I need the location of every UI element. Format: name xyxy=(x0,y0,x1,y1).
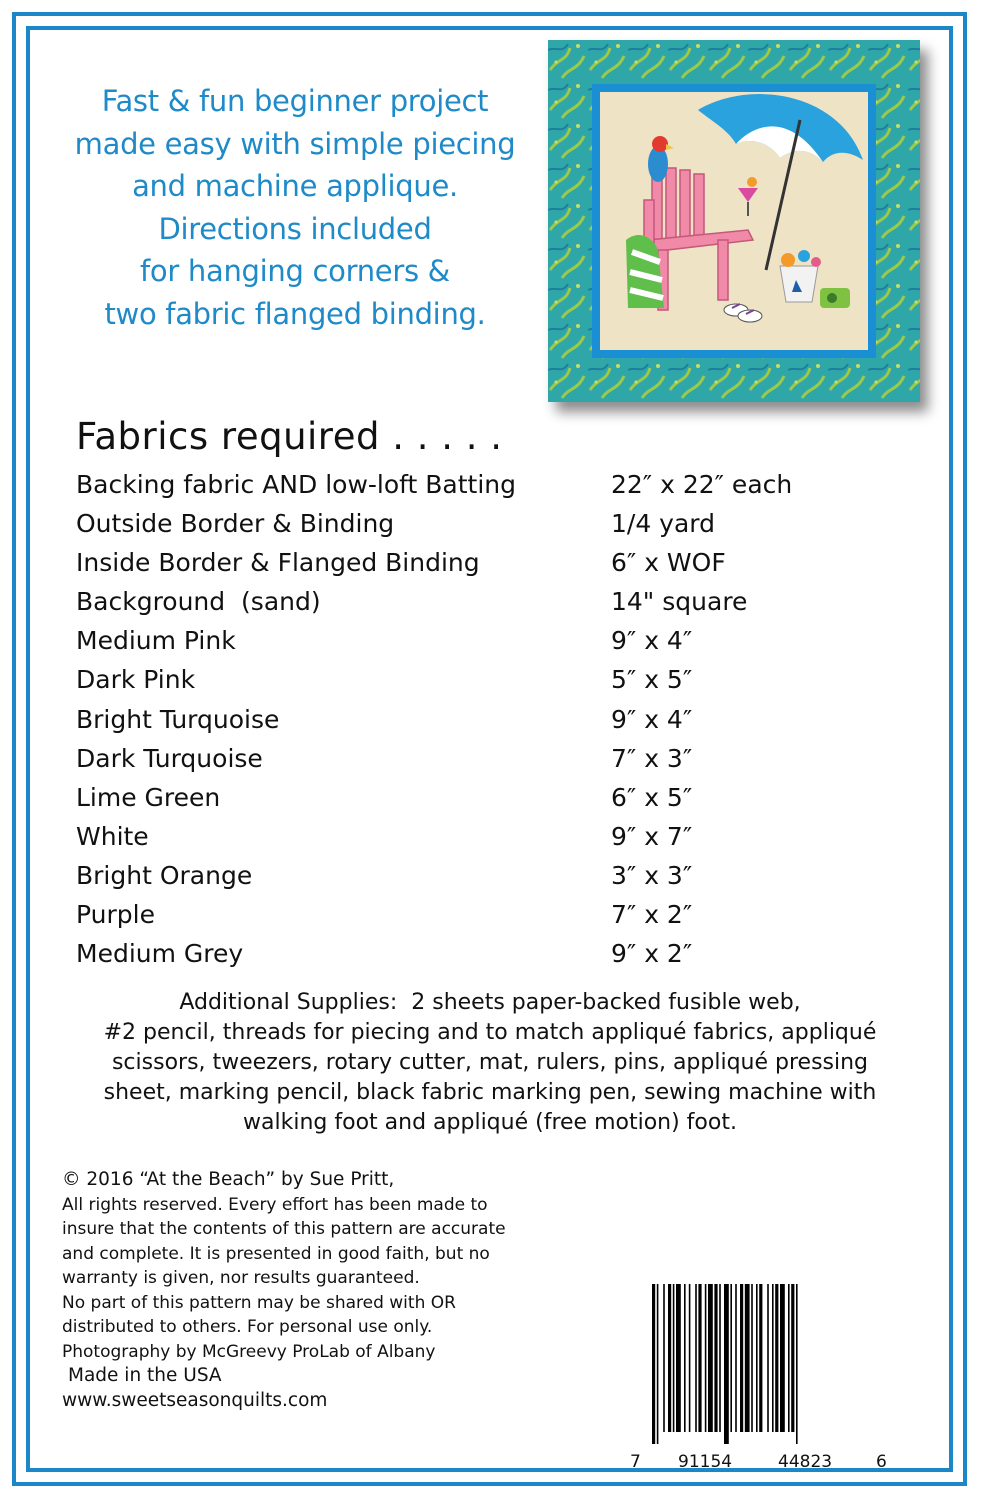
fabric-row xyxy=(76,778,876,817)
intro-line: Directions included xyxy=(158,211,432,246)
fabric-row xyxy=(76,700,876,739)
quilt-photo xyxy=(548,40,920,402)
fabric-row xyxy=(76,504,876,543)
legal-line: All rights reserved. Every effort has been made to xyxy=(62,1194,488,1215)
fabrics-heading: Fabrics required . . . . . xyxy=(76,415,503,458)
additional-supplies xyxy=(70,988,910,1138)
fabric-size: 5″ x 5″ xyxy=(611,665,693,695)
barcode-bar xyxy=(772,1284,774,1432)
fabric-row xyxy=(76,895,876,934)
fabric-name: Bright Orange xyxy=(76,860,253,890)
barcode-digit: 91154 xyxy=(678,1452,733,1472)
barcode-bar xyxy=(740,1284,743,1432)
barcode-bar xyxy=(657,1284,659,1444)
barcode-bar xyxy=(735,1284,737,1432)
barcode-bar xyxy=(684,1284,686,1432)
barcode-bar xyxy=(714,1284,717,1432)
intro-line: made easy with simple piecing xyxy=(74,126,516,161)
barcode-bar xyxy=(759,1284,762,1432)
fabric-name: Inside Border & Flanged Binding xyxy=(76,548,480,578)
barcode-bar xyxy=(663,1284,665,1432)
barcode-bar xyxy=(708,1284,713,1432)
barcode-bar xyxy=(668,1284,671,1432)
fabric-size: 22″ x 22″ each xyxy=(611,470,793,499)
barcode-bar xyxy=(652,1284,655,1444)
fabric-name: Background (sand) xyxy=(76,587,321,617)
barcode-bar xyxy=(719,1284,721,1432)
fabric-size: 6″ x WOF xyxy=(611,548,726,578)
barcode xyxy=(608,1284,908,1484)
fabric-size: 6″ x 5″ xyxy=(611,782,693,812)
fabric-size: 9″ x 2″ xyxy=(611,939,693,969)
fabric-name: Medium Pink xyxy=(76,626,236,656)
fabric-size: 3″ x 3″ xyxy=(611,860,693,890)
barcode-bar xyxy=(695,1284,697,1432)
fabric-name: Purple xyxy=(76,900,155,930)
barcode-bar xyxy=(724,1284,729,1444)
fabric-name: Backing fabric AND low-loft Batting xyxy=(76,470,517,499)
supplies-line: scissors, tweezers, rotary cutter, mat, rulers, pins, appliqué pressing xyxy=(111,1050,869,1075)
barcode-bar xyxy=(698,1284,701,1432)
fabric-row xyxy=(76,856,876,895)
intro-line: for hanging corners & xyxy=(140,254,450,288)
supplies-line: walking foot and appliqué (free motion) foot. xyxy=(243,1110,737,1135)
fabric-name: Medium Grey xyxy=(76,939,244,969)
legal-line: and complete. It is presented in good faith, but no xyxy=(62,1243,490,1264)
fabric-name: Dark Turquoise xyxy=(76,743,263,773)
barcode-bars xyxy=(650,1284,865,1444)
intro-line: Fast & fun beginner project xyxy=(101,84,489,118)
legal-notice xyxy=(62,1168,602,1413)
fabric-size: 14" square xyxy=(611,587,748,617)
intro-line: two fabric flanged binding. xyxy=(104,296,486,331)
legal-line: distributed to others. For personal use only. xyxy=(62,1317,433,1337)
barcode-digit: 44823 xyxy=(778,1452,833,1472)
supplies-line: #2 pencil, threads for piecing and to match appliqué fabrics, appliqué xyxy=(103,1020,877,1045)
barcode-bar xyxy=(775,1284,778,1432)
barcode-digit: 6 xyxy=(876,1452,887,1472)
legal-line: No part of this pattern may be shared with OR xyxy=(62,1292,456,1313)
fabric-row xyxy=(76,543,876,582)
fabric-name: Dark Pink xyxy=(76,665,196,695)
barcode-digit: 7 xyxy=(630,1452,641,1472)
website-link[interactable]: www.sweetseasonquilts.com xyxy=(62,1389,328,1411)
fabric-size: 7″ x 3″ xyxy=(611,743,693,773)
supplies-line: Additional Supplies: 2 sheets paper-backed fusible web, xyxy=(179,990,801,1015)
fabric-row xyxy=(76,621,876,660)
barcode-bar xyxy=(705,1284,707,1432)
barcode-bar xyxy=(780,1284,785,1432)
fabric-row xyxy=(76,465,876,504)
copyright-line: © 2016 “At the Beach” by Sue Pritt, xyxy=(62,1169,395,1190)
fabric-size: 1/4 yard xyxy=(611,509,716,539)
barcode-bar xyxy=(673,1284,675,1432)
intro-line: and machine applique. xyxy=(132,169,458,203)
fabric-row xyxy=(76,739,876,778)
barcode-bar xyxy=(745,1284,750,1432)
fabric-name: Bright Turquoise xyxy=(76,704,280,734)
barcode-bar xyxy=(796,1284,798,1444)
barcode-bar xyxy=(676,1284,681,1432)
fabric-size: 7″ x 2″ xyxy=(611,900,693,930)
fabric-name: Lime Green xyxy=(76,782,221,812)
fabric-row xyxy=(76,582,876,621)
legal-line: Photography by McGreevy ProLab of Albany xyxy=(62,1341,436,1362)
legal-line: insure that the contents of this pattern are accurate xyxy=(62,1219,506,1239)
fabric-size: 9″ x 4″ xyxy=(611,626,693,656)
fabric-name: White xyxy=(76,821,149,851)
barcode-bar xyxy=(730,1284,732,1432)
barcode-bar xyxy=(689,1284,691,1432)
barcode-bar xyxy=(756,1284,758,1432)
barcode-bar xyxy=(751,1284,753,1432)
fabric-row xyxy=(76,660,876,699)
fabric-size: 9″ x 4″ xyxy=(611,704,693,734)
made-in-usa: Made in the USA xyxy=(68,1365,222,1386)
intro-text xyxy=(60,80,530,335)
fabric-row xyxy=(76,817,876,856)
fabrics-list xyxy=(76,465,876,973)
legal-line: warranty is given, nor results guaranteed. xyxy=(62,1268,420,1288)
fabric-name: Outside Border & Binding xyxy=(76,509,395,539)
fabric-row xyxy=(76,934,876,973)
barcode-bar xyxy=(767,1284,769,1432)
barcode-bar xyxy=(788,1284,790,1432)
fabric-size: 9″ x 7″ xyxy=(611,821,693,851)
supplies-line: sheet, marking pencil, black fabric marking pen, sewing machine with xyxy=(103,1080,877,1105)
barcode-bar xyxy=(791,1284,794,1432)
